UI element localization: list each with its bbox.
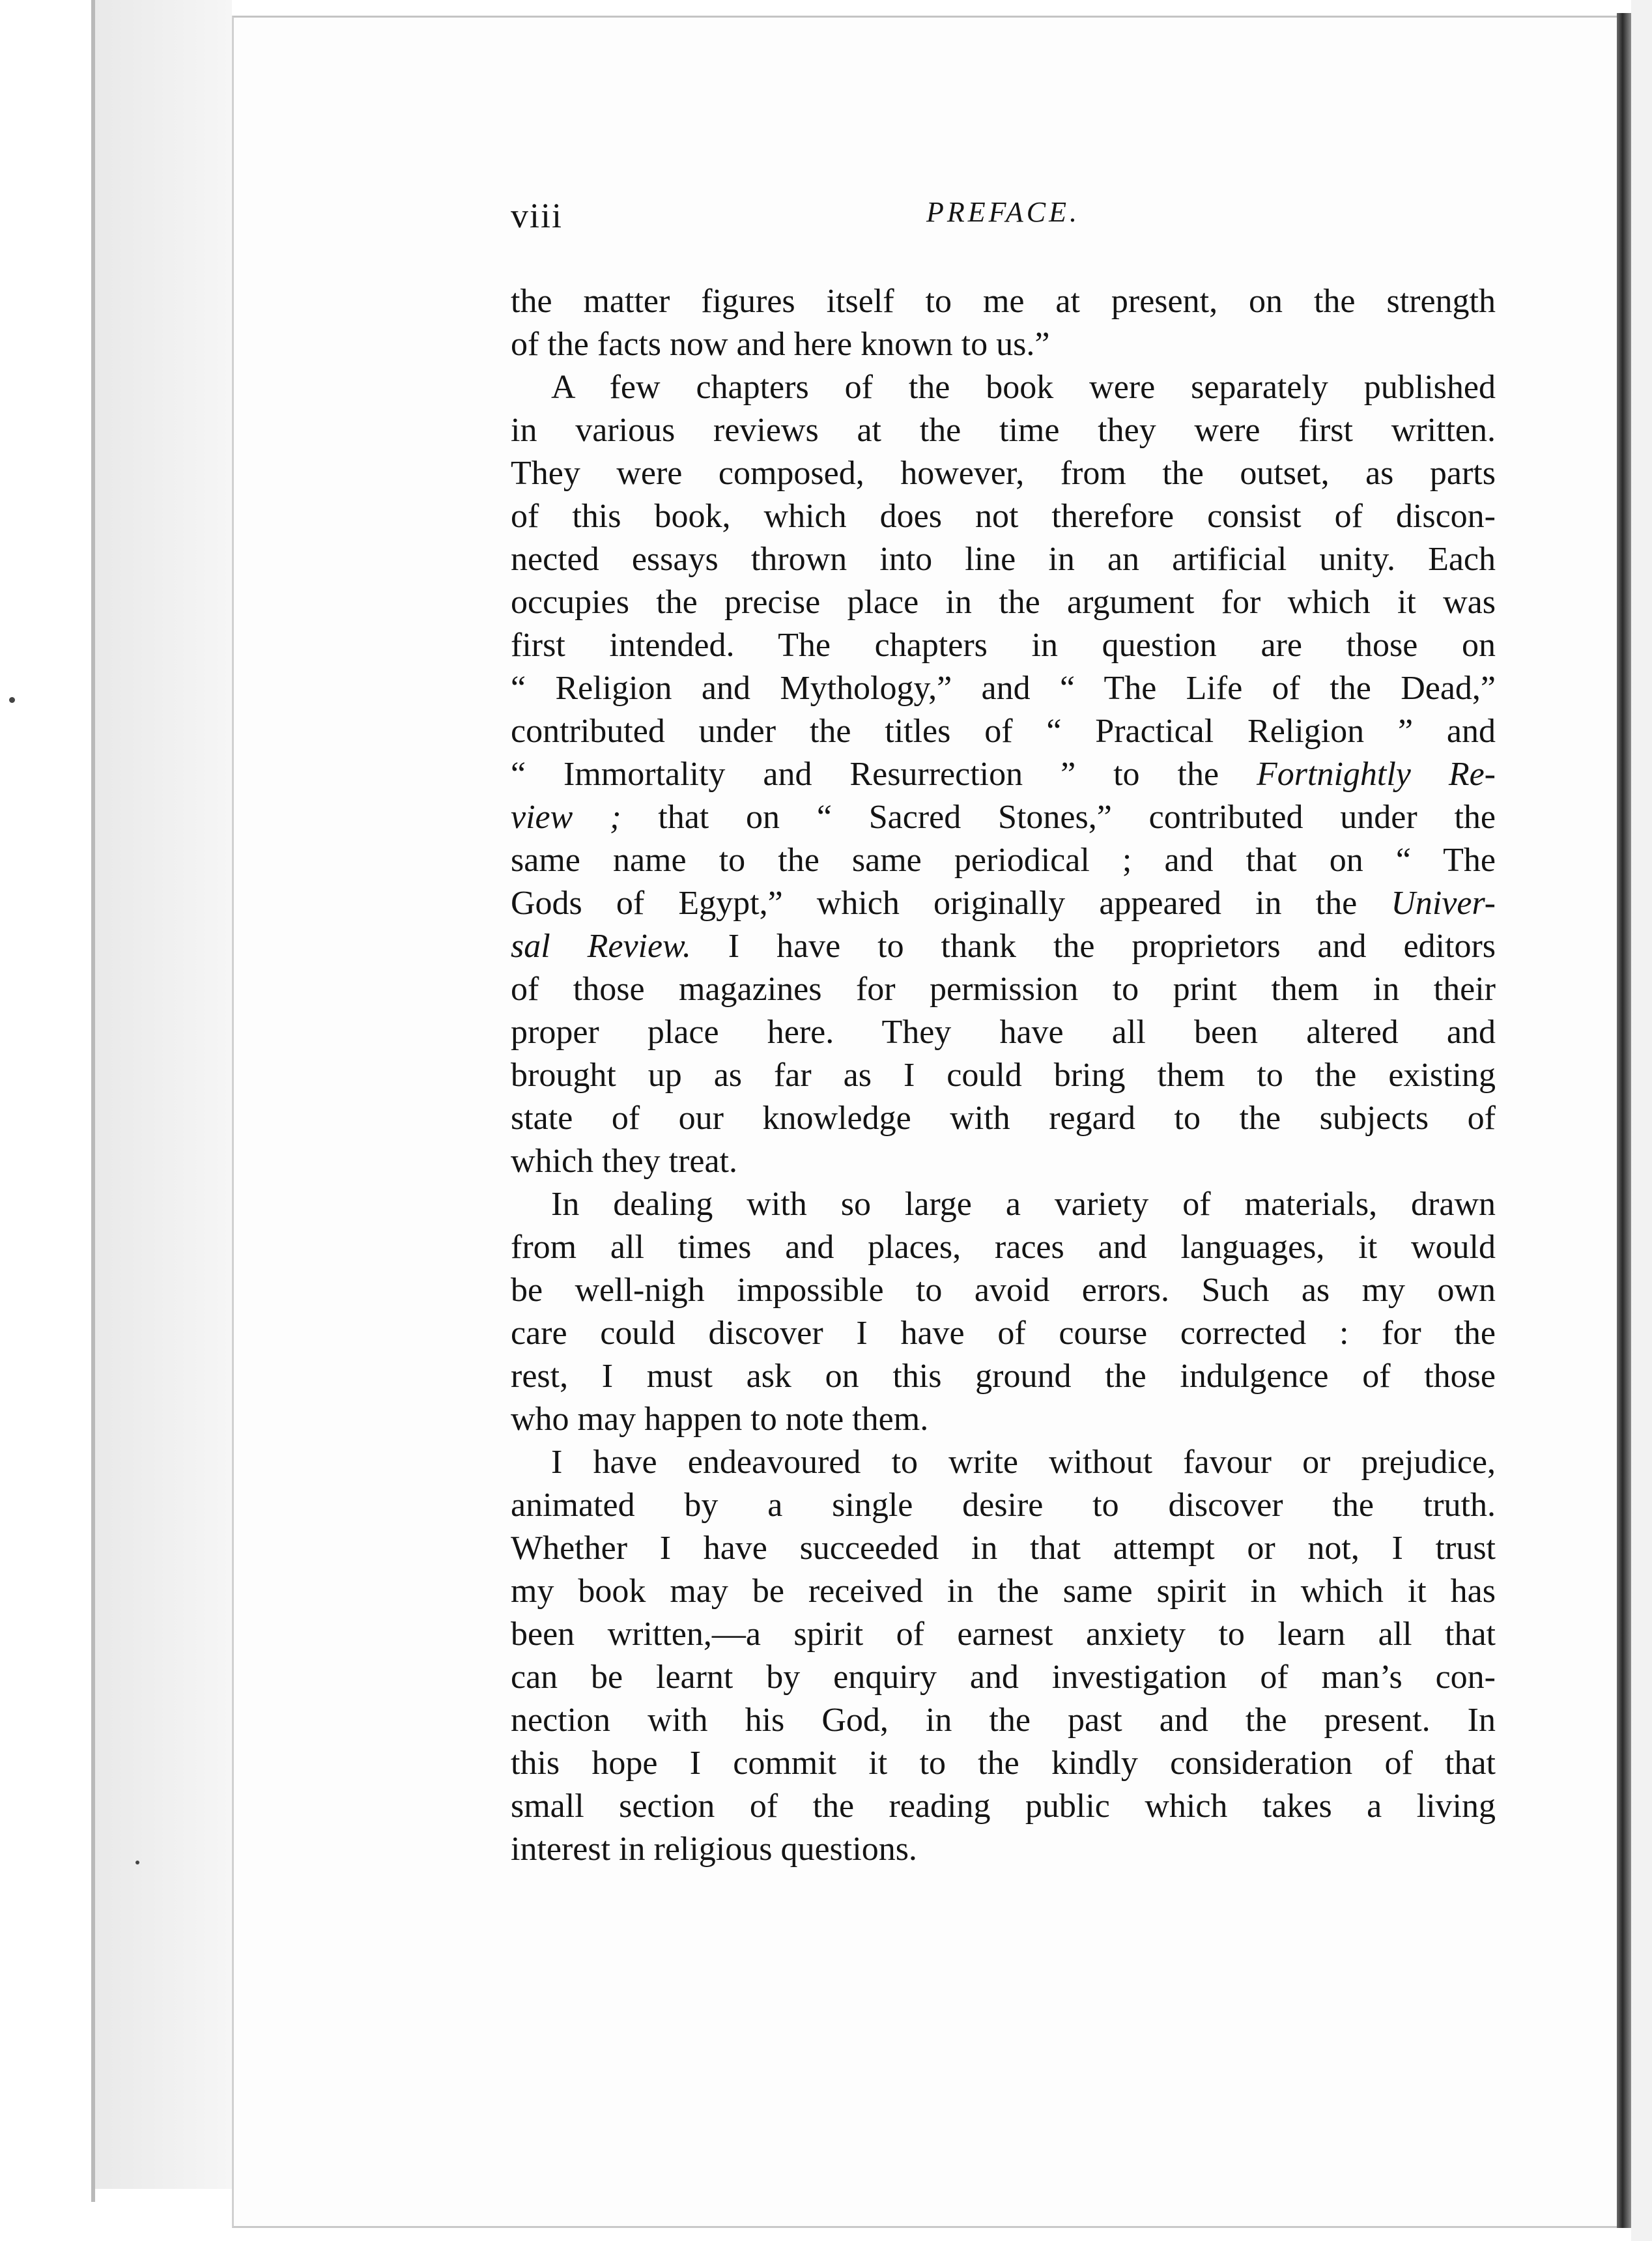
italic-title: view ; [511, 799, 621, 836]
text-line: of the facts now and here known to us.” [511, 326, 1050, 363]
scan-speck [9, 697, 15, 703]
text-segment: “ Immortality and Resurrection ” to the [511, 756, 1257, 793]
text-line: this hope I commit it to the kindly consideration of that [511, 1745, 1496, 1782]
text-line: interest in religious questions. [511, 1831, 917, 1868]
paragraph-start-line: A few chapters of the book were separately published [551, 369, 1496, 406]
text-line [511, 796, 1496, 839]
text-line: contributed under the titles of “ Practical Religion ” and [511, 713, 1496, 750]
text-line: of this book, which does not therefore consist of discon- [511, 498, 1496, 535]
text-line: Whether I have succeeded in that attempt or not, I trust [511, 1530, 1496, 1567]
underlying-page [95, 0, 232, 2189]
text-line: “ Religion and Mythology,” and “ The Life of the Dead,” [511, 670, 1496, 707]
paragraph-start-line: In dealing with so large a variety of materials, drawn [551, 1186, 1496, 1223]
page-number: viii [511, 196, 563, 235]
text-line: state of our knowledge with regard to the subjects of [511, 1100, 1496, 1137]
text-line: small section of the reading public which takes a living [511, 1788, 1496, 1825]
page-gutter-shadow [1617, 13, 1631, 2228]
text-line: same name to the same periodical ; and that on “ The [511, 842, 1496, 879]
text-line: nected essays thrown into line in an artificial unity. Each [511, 541, 1496, 578]
text-line [511, 753, 1496, 796]
text-line: the matter figures itself to me at present, on the strength [511, 283, 1496, 320]
paragraph-start-line: I have endeavoured to write without favour or prejudice, [551, 1444, 1496, 1481]
text-line: be well-nigh impossible to avoid errors. Such as my own [511, 1272, 1496, 1309]
text-segment: Gods of Egypt,” which originally appeared in the [511, 885, 1391, 922]
text-line: occupies the precise place in the argument for which it was [511, 584, 1496, 621]
text-line: been written,—a spirit of earnest anxiety to learn all that [511, 1616, 1496, 1653]
text-segment: that on “ Sacred Stones,” contributed under the [621, 799, 1496, 836]
italic-title: Fortnightly Re- [1257, 756, 1496, 793]
text-line: rest, I must ask on this ground the indulgence of those [511, 1358, 1496, 1395]
text-line [511, 882, 1496, 925]
text-line: proper place here. They have all been altered and [511, 1014, 1496, 1051]
text-line: brought up as far as I could bring them to the existing [511, 1057, 1496, 1094]
text-line: nection with his God, in the past and the present. In [511, 1702, 1496, 1739]
text-line: can be learnt by enquiry and investigation of man’s con- [511, 1659, 1496, 1696]
text-line: my book may be received in the same spirit in which it has [511, 1573, 1496, 1610]
text-segment: I have to thank the proprietors and editors [691, 928, 1496, 965]
text-line: care could discover I have of course corrected : for the [511, 1315, 1496, 1352]
body-text [511, 280, 1496, 1871]
text-line: first intended. The chapters in question are those on [511, 627, 1496, 664]
scan-speck [135, 1861, 139, 1864]
italic-title: Univer- [1391, 885, 1496, 922]
italic-title: sal Review. [511, 928, 691, 965]
text-line: from all times and places, races and languages, it would [511, 1229, 1496, 1266]
text-line [511, 925, 1496, 968]
text-line: animated by a single desire to discover the truth. [511, 1487, 1496, 1524]
text-line: of those magazines for permission to print them in their [511, 971, 1496, 1008]
text-line: in various reviews at the time they were first written. [511, 412, 1496, 449]
text-line: They were composed, however, from the outset, as parts [511, 455, 1496, 492]
text-line: who may happen to note them. [511, 1401, 929, 1438]
text-line: which they treat. [511, 1143, 737, 1180]
running-head-title: PREFACE. [926, 196, 1080, 228]
running-head [511, 195, 1496, 248]
scan-right-margin [1631, 0, 1652, 2241]
